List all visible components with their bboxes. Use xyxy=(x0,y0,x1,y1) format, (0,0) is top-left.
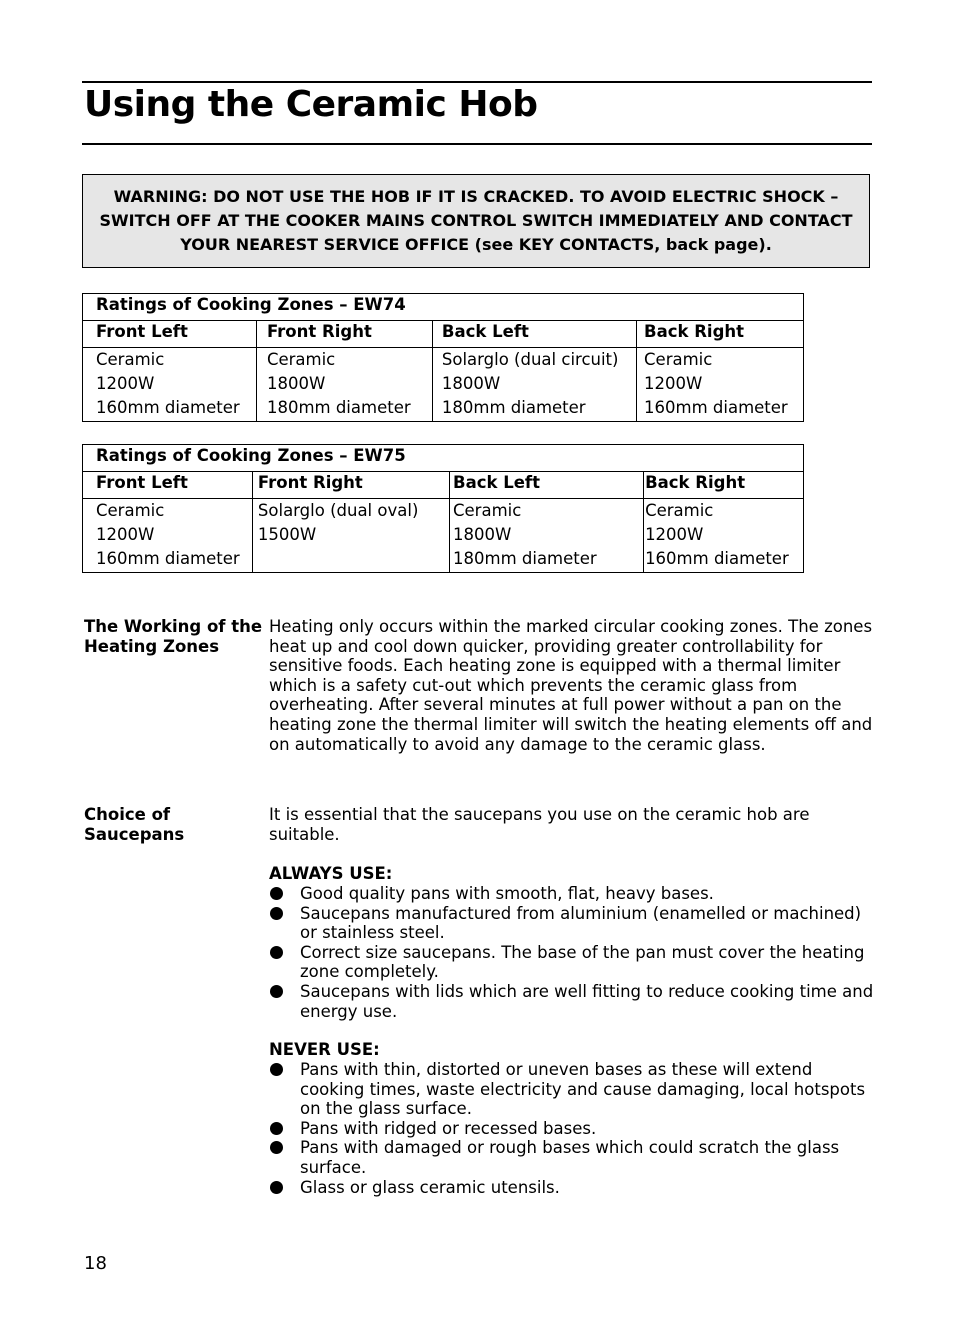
zone-type: Ceramic xyxy=(96,350,165,369)
bullet-icon xyxy=(270,1063,283,1076)
bullet-icon xyxy=(270,1181,283,1194)
never-use-heading: NEVER USE: xyxy=(269,1040,380,1059)
zone-diameter: 180mm diameter xyxy=(441,398,586,417)
table-cell xyxy=(637,348,804,422)
zone-type: Ceramic xyxy=(96,501,165,520)
list-item-text: Good quality pans with smooth, flat, heavy bases. xyxy=(300,884,714,903)
zone-diameter: 160mm diameter xyxy=(96,549,240,568)
table-cell xyxy=(450,499,644,573)
working-paragraph: Heating only occurs within the marked circular cooking zones. The zones heat up and cool down quicker, providing greater controllability for sensitive foods. Each heating zone is equipped with a thermal limiter which is a safety cut-out which prevents the ceramic glass from overheating. After several minutes at full power without a pan on the heating zone the thermal limiter will switch the heating elements off and on automatically to avoid any damage to the ceramic glass. xyxy=(269,617,873,754)
table-cell xyxy=(83,499,253,573)
zone-type: Ceramic xyxy=(644,350,713,369)
zone-diameter: 180mm diameter xyxy=(266,398,411,417)
zone-power: 1200W xyxy=(644,374,703,393)
zone-power: 1200W xyxy=(645,525,704,544)
always-use-heading: ALWAYS USE: xyxy=(269,864,393,883)
list-item-text: Saucepans with lids which are well fitting to reduce cooking time and energy use. xyxy=(300,981,874,1021)
zone-power: 1200W xyxy=(96,525,155,544)
title-top-rule xyxy=(82,81,872,83)
zone-power: 1800W xyxy=(266,374,326,393)
bullet-icon xyxy=(270,1141,283,1154)
column-header: Front Left xyxy=(83,321,257,348)
list-item xyxy=(269,884,875,904)
bullet-icon xyxy=(270,985,283,998)
table-caption: Ratings of Cooking Zones – EW74 xyxy=(83,294,804,321)
zone-diameter: 160mm diameter xyxy=(96,398,240,417)
warning-line: WARNING: DO NOT USE THE HOB IF IT IS CRACKED. TO AVOID ELECTRIC SHOCK – xyxy=(113,187,839,206)
ratings-table-ew75 xyxy=(82,444,804,573)
list-item-text: Pans with ridged or recessed bases. xyxy=(300,1118,597,1138)
zone-diameter: 180mm diameter xyxy=(453,549,597,568)
table-caption: Ratings of Cooking Zones – EW75 xyxy=(83,445,804,472)
bullet-icon xyxy=(270,907,283,920)
column-header: Front Left xyxy=(83,472,253,499)
zone-power: 1500W xyxy=(257,525,317,544)
zone-diameter: 160mm diameter xyxy=(645,549,789,568)
column-header: Back Left xyxy=(432,321,636,348)
list-item xyxy=(269,904,875,943)
zone-type: Ceramic xyxy=(266,350,336,369)
warning-box xyxy=(82,174,870,268)
list-item xyxy=(269,943,875,982)
list-item-text: Pans with thin, distorted or uneven bases as these will extend cooking times, waste electricity and cause damaging, local hotspots on the glass surface. xyxy=(300,1060,866,1119)
zone-type: Solarglo (dual oval) xyxy=(257,501,419,520)
table-cell xyxy=(83,348,257,422)
list-item xyxy=(269,1060,875,1119)
section-label-line: The Working of the xyxy=(84,617,263,636)
zone-type: Solarglo (dual circuit) xyxy=(441,350,619,369)
table-cell xyxy=(256,348,432,422)
bullet-icon xyxy=(270,946,283,959)
zone-type: Ceramic xyxy=(453,501,522,520)
list-item-text: Glass or glass ceramic utensils. xyxy=(300,1177,560,1197)
list-item xyxy=(269,1119,875,1139)
zone-diameter xyxy=(258,547,449,571)
list-item xyxy=(269,1138,875,1177)
section-label-line: Saucepans xyxy=(84,825,185,844)
zone-power: 1800W xyxy=(441,374,501,393)
table-cell xyxy=(644,499,804,573)
column-header: Front Right xyxy=(256,321,432,348)
zone-power: 1800W xyxy=(453,525,512,544)
table-cell xyxy=(252,499,449,573)
saucepans-intro: It is essential that the saucepans you use on the ceramic hob are suitable. xyxy=(269,805,810,844)
list-item xyxy=(269,982,875,1021)
bullet-icon xyxy=(270,1122,283,1135)
zone-type: Ceramic xyxy=(645,501,714,520)
list-item-text: Pans with damaged or rough bases which could scratch the glass surface. xyxy=(300,1138,840,1177)
title-bottom-rule xyxy=(82,143,872,145)
never-use-list xyxy=(269,1060,875,1197)
warning-line: SWITCH OFF AT THE COOKER MAINS CONTROL SWITCH IMMEDIATELY AND CONTACT xyxy=(99,211,853,230)
section-label-working xyxy=(84,617,264,657)
section-label-saucepans xyxy=(84,805,264,845)
page-number: 18 xyxy=(84,1253,107,1274)
zone-diameter: 160mm diameter xyxy=(644,398,788,417)
column-header: Back Right xyxy=(637,321,804,348)
page-title: Using the Ceramic Hob xyxy=(84,84,538,125)
bullet-icon xyxy=(270,887,283,900)
section-label-line: Choice of xyxy=(84,805,171,824)
ratings-table-ew74 xyxy=(82,293,804,422)
table-cell xyxy=(432,348,636,422)
warning-line: YOUR NEAREST SERVICE OFFICE (see KEY CONTACTS, back page). xyxy=(180,235,772,254)
always-use-list xyxy=(269,884,875,1021)
list-item xyxy=(269,1178,875,1198)
section-label-line: Heating Zones xyxy=(84,637,220,656)
list-item-text: Saucepans manufactured from aluminium (enamelled or machined) or stainless steel. xyxy=(300,903,862,943)
column-header: Front Right xyxy=(252,472,449,499)
list-item-text: Correct size saucepans. The base of the pan must cover the heating zone completely. xyxy=(300,942,865,982)
zone-power: 1200W xyxy=(96,374,155,393)
column-header: Back Left xyxy=(450,472,644,499)
column-header: Back Right xyxy=(644,472,804,499)
